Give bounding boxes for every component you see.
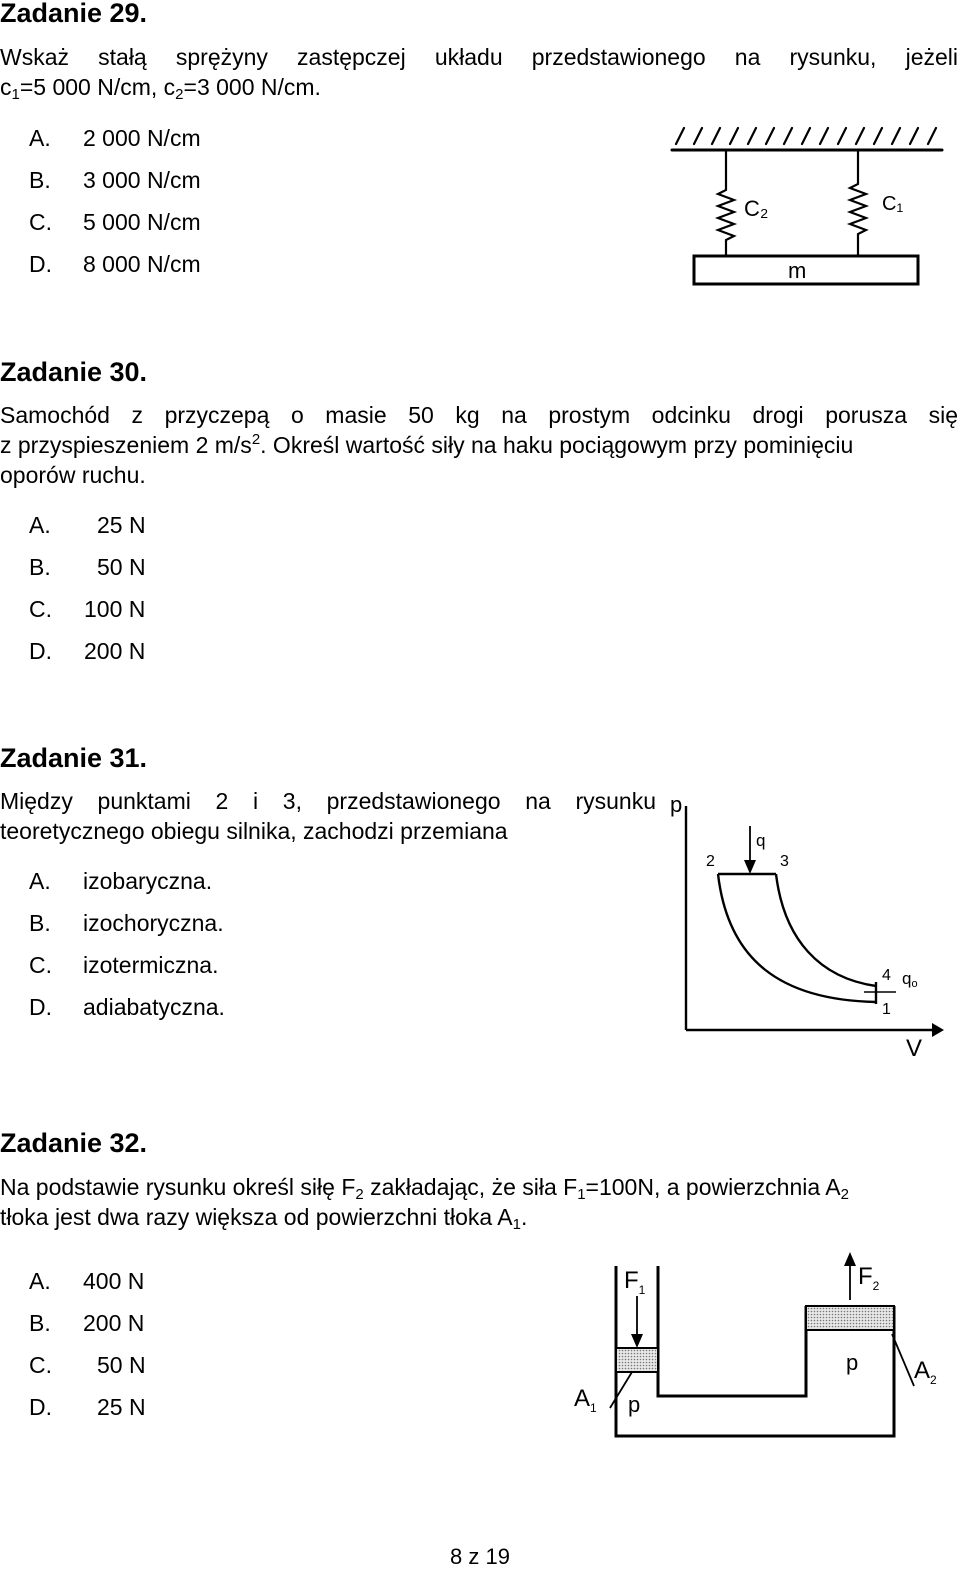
q-arrow-head — [744, 860, 756, 874]
label-m: m — [788, 258, 807, 283]
task-31-option-b: B. izochoryczna. — [29, 910, 224, 936]
task-32-option-b: B. 200 N — [29, 1310, 145, 1336]
piston-2 — [806, 1306, 894, 1330]
task-29-option-b: B. 3 000 N/cm — [29, 167, 201, 193]
task-30-text-line3: oporów ruchu. — [0, 462, 146, 488]
label-qo: qo — [902, 969, 918, 990]
piston-1 — [616, 1348, 658, 1372]
adiabat-3-4 — [776, 874, 876, 986]
task-31-text-line1: Między punktami 2 i 3, przedstawionego na rysunku — [0, 788, 656, 814]
task-30-text-line2: z przyspieszeniem 2 $m/s^2$. Określ wartość siły na haku pociągowym przy pominięciu — [0, 431, 854, 458]
label-v: V — [906, 1035, 923, 1062]
task-32-option-a: A. 400 N — [29, 1268, 145, 1294]
label-p-right: p — [846, 1350, 859, 1375]
task-29-option-a: A. 2 000 N/cm — [29, 125, 201, 151]
label-f2: $F_2$ — [858, 1263, 880, 1293]
task-31-title: Zadanie 31. — [0, 743, 148, 773]
task-30-option-b: B. 50 N — [29, 554, 146, 580]
task-29-text-line2: $c_1=5$ 000 N/cm, $c_2=3$ 000 N/cm. — [0, 74, 321, 103]
v-axis-arrow — [932, 1023, 944, 1037]
task-30-option-d: D. 200 N — [29, 638, 146, 664]
spring-c1 — [850, 150, 866, 256]
task-30-text-line1: Samochód z przyczepą o masie 50 kg na prostym odcinku drogi porusza się — [0, 402, 958, 428]
page-number: 8 z 19 — [450, 1544, 510, 1569]
label-point-4: 4 — [882, 967, 891, 984]
label-point-1: 1 — [882, 1001, 891, 1018]
task-32-title: Zadanie 32. — [0, 1128, 148, 1158]
label-point-3: 3 — [780, 853, 789, 870]
task-32-option-c: C. 50 N — [29, 1352, 146, 1378]
task-29-title: Zadanie 29. — [0, 0, 148, 28]
label-a1: $A_1$ — [574, 1385, 597, 1415]
label-c2: C₂ — [744, 196, 769, 221]
label-p: p — [670, 792, 683, 817]
label-a2: $A_2$ — [914, 1357, 937, 1387]
task-31-text-line2: teoretycznego obiegu silnika, zachodzi przemiana — [0, 818, 508, 844]
task-32-option-d: D. 25 N — [29, 1394, 146, 1420]
task-29-option-d: D. 8 000 N/cm — [29, 251, 201, 277]
task-31-option-d: D. adiabatyczna. — [29, 994, 225, 1020]
label-c1: C₁ — [882, 193, 904, 215]
task-30-option-c: C. 100 N — [29, 596, 146, 622]
pv-diagram-figure — [660, 790, 950, 1060]
hydraulic-press-figure — [570, 1250, 950, 1440]
task-30-option-a: A. 25 N — [29, 512, 146, 538]
task-32-text-line2: tłoka jest dwa razy większa od powierzchni tłoka $A_1$. — [0, 1204, 528, 1233]
spring-c2 — [718, 150, 734, 256]
label-f1: $F_1$ — [624, 1267, 646, 1297]
task-32-text-line1: Na podstawie rysunku określ siłę $F_2$ zakładając, że siła $F_1=100N$, a powierzchnia $A_2$ — [0, 1174, 849, 1203]
f1-arrow-head — [631, 1334, 643, 1348]
spring-system-figure — [670, 118, 950, 298]
vessel-inner-outline — [658, 1266, 806, 1396]
label-q: q — [756, 831, 766, 850]
task-29-text-line1: Wskaż stałą sprężyny zastępczej układu przedstawionego na rysunku, jeżeli — [0, 44, 958, 70]
label-point-2: 2 — [706, 853, 715, 870]
label-p-left: p — [628, 1392, 641, 1417]
task-31-option-c: C. izotermiczna. — [29, 952, 219, 978]
task-29-option-c: C. 5 000 N/cm — [29, 209, 201, 235]
f2-arrow-head — [844, 1252, 856, 1266]
ceiling-hatching — [676, 128, 936, 144]
task-30-title: Zadanie 30. — [0, 357, 148, 387]
task-31-option-a: A. izobaryczna. — [29, 868, 213, 894]
